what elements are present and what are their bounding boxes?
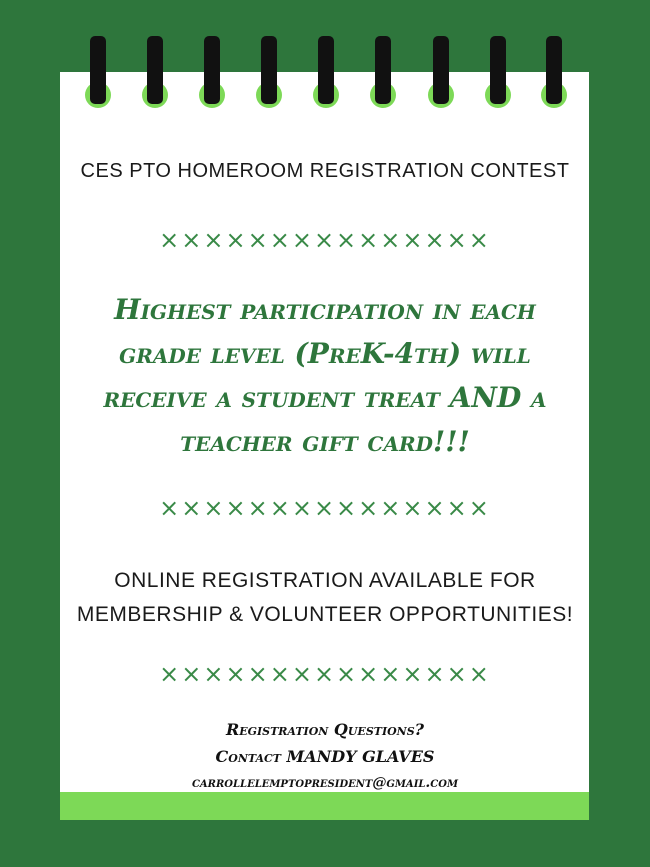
spiral-ring [85,36,111,108]
separator-top: ××××××××××××××× [159,226,491,254]
spiral-ring [485,36,511,108]
spiral-ring [428,36,454,108]
contact-email: carrollelemptopresident@gmail.com [191,775,459,791]
spiral-ring [541,36,567,108]
spiral-binding [0,0,650,120]
spiral-ring [256,36,282,108]
contest-headline [0,288,650,464]
headline-line: grade level (PreK-4th) will [119,337,531,370]
spiral-ring [142,36,168,108]
contact-question: Registration Questions? [225,720,425,739]
spiral-ring [313,36,339,108]
headline-line: Highest participation in each [114,293,536,326]
online-registration-notice [0,564,650,632]
notice-line: MEMBERSHIP & VOLUNTEER OPPORTUNITIES! [76,603,574,626]
separator-middle: ××××××××××××××× [159,494,491,522]
spiral-ring [370,36,396,108]
notice-line: ONLINE REGISTRATION AVAILABLE FOR [114,569,536,592]
separator-bottom: ××××××××××××××× [159,660,491,688]
spiral-ring [199,36,225,108]
headline-line: receive a student treat AND a [103,381,547,414]
contact-name: Contact MANDY GLAVES [215,747,435,766]
contest-title: CES PTO HOMEROOM REGISTRATION CONTEST [80,160,570,182]
headline-line: teacher gift card!!! [180,425,470,458]
contact-info [0,716,650,797]
